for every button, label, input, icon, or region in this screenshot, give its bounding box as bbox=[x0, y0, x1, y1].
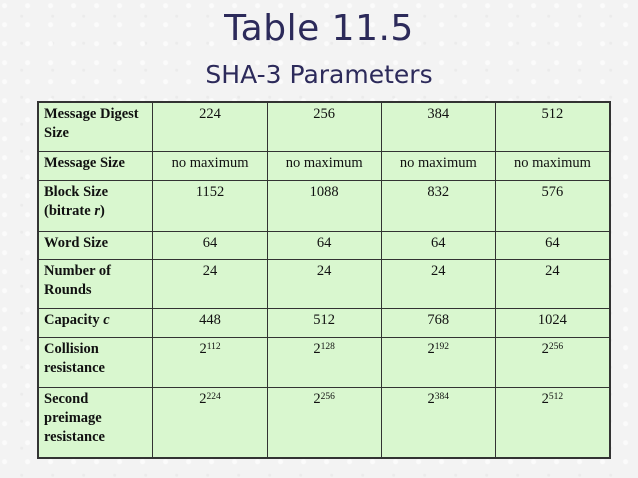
slide-title: Table 11.5 bbox=[224, 8, 414, 49]
table-cell: 24 bbox=[267, 259, 381, 308]
table-cell: no maximum bbox=[381, 151, 495, 180]
slide-subtitle: SHA-3 Parameters bbox=[205, 60, 433, 89]
sha3-parameters-table bbox=[37, 101, 611, 459]
table-row bbox=[38, 181, 610, 231]
table-cell: 64 bbox=[153, 231, 267, 259]
row-header: Second preimage resistance bbox=[38, 387, 153, 458]
row-header-main: Block Size bbox=[44, 184, 109, 201]
table-cell: $2^{224}$ bbox=[153, 387, 267, 458]
table-cell: 1024 bbox=[495, 309, 610, 338]
table-cell: 24 bbox=[381, 259, 495, 308]
table-cell: $2^{192}$ bbox=[381, 338, 495, 387]
table-cell: 64 bbox=[381, 231, 495, 259]
table-cell: 64 bbox=[495, 231, 610, 259]
table-cell: no maximum bbox=[267, 151, 381, 180]
table-cell: 768 bbox=[381, 309, 495, 338]
table-cell: 1152 bbox=[153, 181, 267, 231]
table-cell: $2^{512}$ bbox=[495, 387, 610, 458]
table-cell: $2^{256}$ bbox=[495, 338, 610, 387]
row-header: Message Size bbox=[38, 151, 153, 180]
table-row bbox=[38, 231, 610, 259]
table-cell: $2^{128}$ bbox=[267, 338, 381, 387]
table-cell: 24 bbox=[153, 259, 267, 308]
row-header: Number of Rounds bbox=[38, 259, 153, 308]
table-row bbox=[38, 151, 610, 180]
table-cell: $2^{112}$ bbox=[153, 338, 267, 387]
table-cell: 224 bbox=[153, 102, 267, 151]
table-cell: $2^{384}$ bbox=[381, 387, 495, 458]
row-header bbox=[38, 181, 153, 231]
table-cell: 64 bbox=[267, 231, 381, 259]
table-row bbox=[38, 309, 610, 338]
table-cell: no maximum bbox=[495, 151, 610, 180]
table-cell: 1088 bbox=[267, 181, 381, 231]
table-row bbox=[38, 338, 610, 387]
table-row bbox=[38, 259, 610, 308]
table-cell: 384 bbox=[381, 102, 495, 151]
table-cell: 256 bbox=[267, 102, 381, 151]
row-header-var: c bbox=[103, 312, 110, 329]
row-header: Word Size bbox=[38, 231, 153, 259]
table-cell: 448 bbox=[153, 309, 267, 338]
row-header: Message Digest Size bbox=[38, 102, 153, 151]
row-header-main: Capacity bbox=[44, 312, 104, 329]
table-row bbox=[38, 387, 610, 458]
table-cell: $2^{256}$ bbox=[267, 387, 381, 458]
table-cell: no maximum bbox=[153, 151, 267, 180]
row-header-close: ) bbox=[99, 203, 105, 220]
table-cell: 512 bbox=[267, 309, 381, 338]
table-cell: 832 bbox=[381, 181, 495, 231]
table-cell: 512 bbox=[495, 102, 610, 151]
row-header bbox=[38, 309, 153, 338]
row-header-extra: (bitrate bbox=[44, 203, 95, 220]
table-cell: 24 bbox=[495, 259, 610, 308]
row-header: Collision resistance bbox=[38, 338, 153, 387]
table-row bbox=[38, 102, 610, 151]
table-cell: 576 bbox=[495, 181, 610, 231]
row-header-var: r bbox=[94, 203, 100, 220]
